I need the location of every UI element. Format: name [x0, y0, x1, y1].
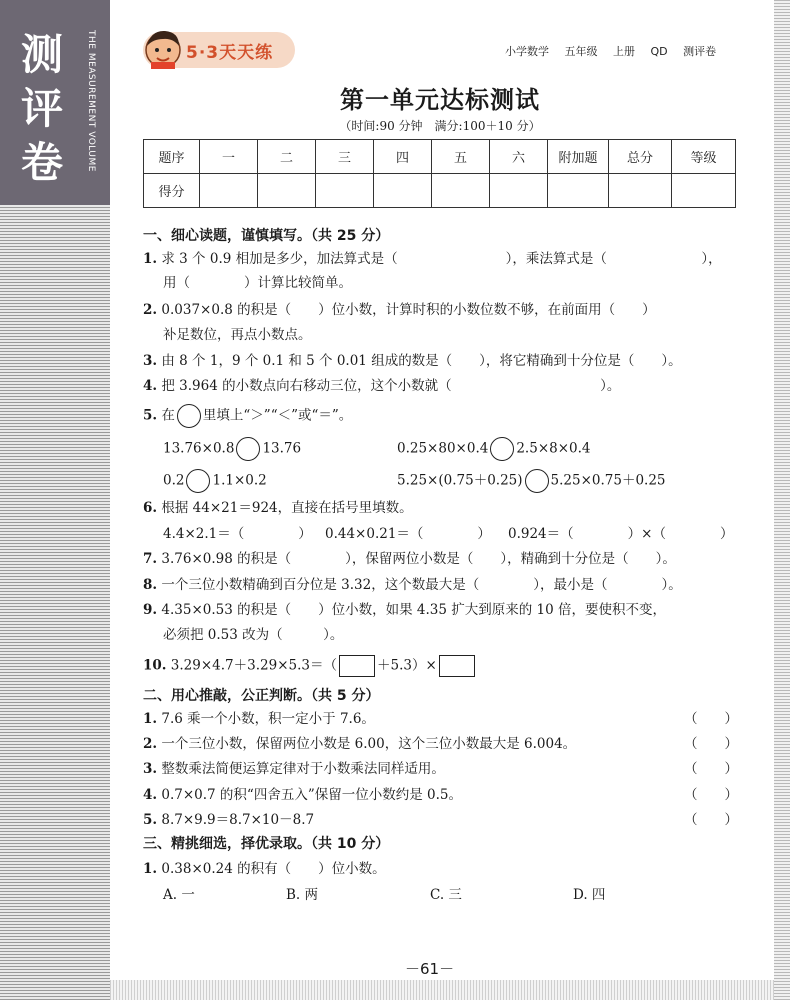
compare-circle[interactable]: [236, 437, 260, 461]
section-1-title: 一、细心读题，谨慎填写。（共 25 分）: [143, 228, 390, 244]
judge-bracket[interactable]: （ ）: [684, 736, 738, 752]
question-text-pre: 3.29×4.7＋3.29×5.3＝（: [170, 657, 337, 674]
question-text: 4.35×0.53 的积是（ ）位小数，如果 4.35 扩大到原来的 10 倍，要使积不变，: [161, 602, 667, 618]
score-input-cell[interactable]: [200, 174, 258, 208]
compare-left: 5.25×(0.75＋0.25): [397, 472, 523, 489]
question-text-pre: 在: [161, 407, 175, 424]
question-text: 由 8 个 1，9 个 0.1 和 5 个 0.01 组成的数是（ ），将它精确到十分位是（ ）。: [161, 353, 682, 369]
score-cell: 一: [200, 140, 258, 174]
score-input-cell[interactable]: [316, 174, 374, 208]
header-volume: 上册: [613, 45, 635, 58]
compare-left: 0.2: [163, 472, 185, 489]
judge-item-2: [143, 735, 576, 753]
question-1-8: [143, 576, 682, 594]
score-cell: 二: [258, 140, 316, 174]
question-text: 8.7×9.9＝8.7×10－8.7: [161, 812, 315, 828]
judge-bracket[interactable]: （ ）: [684, 761, 738, 777]
score-cell: 等级: [672, 140, 736, 174]
question-1-6-a: 4.4×2.1＝（ ）: [163, 526, 312, 542]
header-type: 测评卷: [683, 45, 717, 58]
option-d[interactable]: D. 四: [573, 887, 606, 903]
question-1-1: [143, 250, 722, 268]
question-number: 10.: [143, 657, 167, 674]
question-number: 6.: [143, 500, 158, 516]
score-cell: 附加题: [548, 140, 609, 174]
question-1-6: [143, 499, 413, 517]
question-1-7: [143, 550, 676, 568]
compare-item-b: [397, 437, 591, 461]
question-text: 0.7×0.7 的积“四舍五入”保留一位小数约是 0.5。: [161, 787, 462, 803]
judge-item-1: [143, 710, 375, 728]
score-input-cell[interactable]: [432, 174, 490, 208]
question-number: 7.: [143, 551, 158, 567]
question-text: 求 3 个 0.9 相加是多少，加法算式是（ ），乘法算式是（ ），: [161, 251, 722, 267]
score-cell: 六: [490, 140, 548, 174]
question-text: 一个三位小数，保留两位小数是 6.00，这个三位小数最大是 6.004。: [161, 736, 577, 752]
side-subtitle: THE MEASUREMENT VOLUME: [86, 30, 96, 172]
judge-bracket[interactable]: （ ）: [684, 812, 738, 828]
right-decorative-strip: [774, 0, 790, 1000]
answer-box[interactable]: [439, 655, 475, 677]
section-3-title: 三、精挑细选，择优录取。（共 10 分）: [143, 836, 390, 852]
option-c[interactable]: C. 三: [430, 887, 462, 903]
compare-circle: [177, 404, 201, 428]
question-number: 1.: [143, 711, 158, 727]
judge-bracket[interactable]: （ ）: [684, 787, 738, 803]
score-cell: 四: [374, 140, 432, 174]
score-cell: 题序: [144, 140, 200, 174]
question-1-4: [143, 377, 620, 395]
header-edition: QD: [650, 45, 668, 58]
header-subject: 小学数学: [505, 45, 549, 58]
question-1-6-c: 0.924＝（ ）×（ ）: [508, 526, 734, 542]
page-subtitle: （时间:90 分钟 满分:100＋10 分）: [339, 119, 541, 133]
compare-circle[interactable]: [490, 437, 514, 461]
score-cell: 总分: [609, 140, 672, 174]
compare-item-d: [397, 469, 666, 493]
bottom-decorative-strip: [110, 980, 774, 1000]
question-number: 8.: [143, 577, 158, 593]
page-number: －61－: [405, 960, 455, 978]
question-text: 根据 44×21＝924，直接在括号里填数。: [161, 500, 413, 516]
score-table-header-row: [144, 140, 736, 174]
mascot-face-icon: [143, 26, 183, 70]
score-table: [143, 139, 736, 208]
question-1-3: [143, 352, 682, 370]
judge-item-4: [143, 786, 462, 804]
judge-item-5: [143, 811, 314, 829]
question-text-post: 里填上“＞”“＜”或“＝”。: [202, 407, 353, 424]
question-number: 9.: [143, 602, 158, 618]
question-1-2: [143, 301, 656, 319]
question-number: 3.: [143, 761, 158, 777]
score-input-cell[interactable]: [609, 174, 672, 208]
question-text: 7.6 乘一个小数，积一定小于 7.6。: [161, 711, 375, 727]
question-1-1-line2: 用（ ）计算比较简单。: [163, 275, 352, 291]
question-number: 1.: [143, 861, 158, 877]
score-row-label: 得分: [144, 174, 200, 208]
question-1-9: [143, 601, 666, 619]
question-text: 整数乘法简便运算定律对于小数乘法同样适用。: [161, 761, 445, 777]
compare-right: 5.25×0.75＋0.25: [550, 472, 666, 489]
question-1-10: [143, 655, 477, 677]
question-number: 5.: [143, 812, 158, 828]
question-number: 3.: [143, 353, 158, 369]
choice-question-1: [143, 860, 386, 878]
question-number: 2.: [143, 736, 158, 752]
header-info: [505, 43, 716, 59]
judge-item-3: [143, 760, 445, 778]
score-table-score-row: [144, 174, 736, 208]
score-input-cell[interactable]: [548, 174, 609, 208]
question-text-mid: ＋5.3）×: [376, 657, 437, 674]
compare-left: 13.76×0.8: [163, 440, 235, 457]
side-char-2: 评: [20, 84, 63, 133]
question-text: 3.76×0.98 的积是（ ），保留两位小数是（ ），精确到十分位是（ ）。: [161, 551, 676, 567]
question-number: 4.: [143, 787, 158, 803]
judge-bracket[interactable]: （ ）: [684, 711, 738, 727]
header-grade: 五年级: [564, 45, 598, 58]
compare-right: 2.5×8×0.4: [516, 440, 591, 457]
compare-item-a: [163, 437, 301, 461]
question-number: 1.: [143, 251, 158, 267]
side-char-3: 卷: [20, 138, 63, 187]
question-1-9-line2: 必须把 0.53 改为（ ）。: [163, 627, 344, 643]
side-char-1: 测: [20, 30, 63, 79]
compare-circle[interactable]: [525, 469, 549, 493]
option-b[interactable]: B. 两: [286, 887, 319, 903]
score-input-cell[interactable]: [672, 174, 736, 208]
question-text: 把 3.964 的小数点向右移动三位，这个小数就（ ）。: [161, 378, 621, 394]
question-1-5: [143, 404, 352, 428]
section-2-title: 二、用心推敲，公正判断。（共 5 分）: [143, 688, 380, 704]
compare-left: 0.25×80×0.4: [397, 440, 489, 457]
compare-right: 1.1×0.2: [212, 472, 267, 489]
question-text: 一个三位小数精确到百分位是 3.32，这个数最大是（ ），最小是（ ）。: [161, 577, 682, 593]
question-1-2-line2: 补足数位，再点小数点。: [163, 327, 312, 343]
option-a[interactable]: A. 一: [163, 887, 195, 903]
score-input-cell[interactable]: [374, 174, 432, 208]
compare-circle[interactable]: [186, 469, 210, 493]
brand-text: 5·3天天练: [186, 43, 274, 63]
question-number: 4.: [143, 378, 158, 394]
score-cell: 五: [432, 140, 490, 174]
compare-right: 13.76: [262, 440, 302, 457]
answer-box[interactable]: [339, 655, 375, 677]
side-title-block: [0, 0, 110, 205]
score-input-cell[interactable]: [490, 174, 548, 208]
question-1-6-b: 0.44×0.21＝（ ）: [325, 526, 491, 542]
question-number: 2.: [143, 302, 158, 318]
question-number: 5.: [143, 407, 158, 424]
compare-item-c: [163, 469, 267, 493]
page-title: 第一单元达标测试: [340, 86, 540, 114]
score-input-cell[interactable]: [258, 174, 316, 208]
score-cell: 三: [316, 140, 374, 174]
question-text: 0.037×0.8 的积是（ ）位小数，计算时积的小数位数不够，在前面用（ ）: [161, 302, 656, 318]
question-text: 0.38×0.24 的积有（ ）位小数。: [161, 861, 386, 877]
